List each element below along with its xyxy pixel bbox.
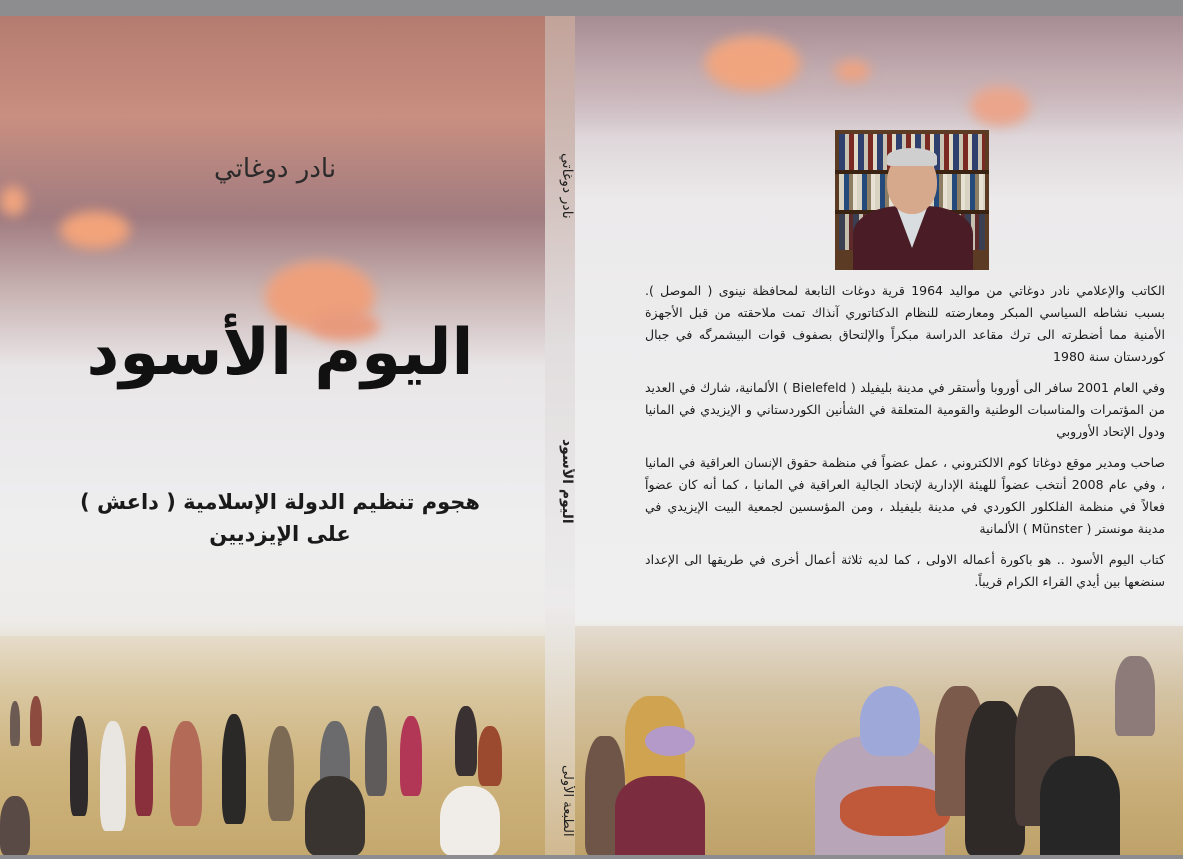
cloud — [0, 186, 26, 216]
person-figure — [645, 726, 695, 756]
person-figure — [440, 786, 500, 855]
person-figure — [10, 701, 20, 746]
person-figure — [400, 716, 422, 796]
person-figure — [305, 776, 365, 855]
crowd-photo — [0, 636, 545, 855]
cloud — [835, 60, 870, 82]
person-figure — [478, 726, 502, 786]
cloud — [60, 211, 130, 249]
person-figure — [860, 686, 920, 756]
book-title: اليوم الأسود — [86, 316, 474, 390]
person-figure — [1115, 656, 1155, 736]
person-figure — [365, 706, 387, 796]
person-figure — [455, 706, 477, 776]
person-figure — [100, 721, 126, 831]
person-figure — [222, 714, 246, 824]
bio-paragraph: صاحب ومدير موقع دوغاتا كوم الالكتروني ، عمل عضواً في منظمة حقوق الإنسان العراقية في المانيا ، وفي عام 2008 أنتخب عضواً للهيئة الإدارية لإتحاد الجالية العراقية في المانيا ، كما أنه كان عضواً فعالاً في منظمة الفلكلور الكوردي في مدينة بليفيلد ، ومن المؤسسين لجمعية البيت الإيزيدي في مدينة مونستر ( Münster ) الألمانية — [645, 455, 1165, 536]
subtitle-line-2: على الإيزديين — [209, 522, 351, 546]
bio-paragraph: كتاب اليوم الأسود .. هو باكورة أعماله الاولى ، كما لديه ثلاثة أعمال أخرى في طريقها الى الإعداد سنضعها بين أيدي القراء الكرام قريباً. — [645, 552, 1165, 589]
author-photo — [835, 130, 989, 270]
front-cover — [0, 16, 545, 855]
person-figure — [0, 796, 30, 855]
bio-paragraph: وفي العام 2001 سافر الى أوروبا وأستقر في مدينة بليفيلد ( Bielefeld ) الألمانية، شارك في العديد من المؤتمرات والمناسبات الوطنية والقومية المتعلقة في الشأنين الكوردستاني و الإيزيدي في المانيا ودول الإتحاد الأوروبي — [645, 380, 1165, 439]
person-figure — [1040, 756, 1120, 855]
cloud — [970, 86, 1030, 126]
spine-edition: الطبعة الأولى — [560, 765, 575, 837]
person-figure — [70, 716, 88, 816]
bio-paragraph: الكاتب والإعلامي نادر دوغاتي من مواليد 1964 قرية دوغات التابعة لمحافظة نينوى ( الموصل ). بسبب نشاطه السياسي المبكر ومعارضته للنظام الدكتاتوري آنذاك تمت ملاحقته من قبل الأجهزة الأمنية مما أضطرته الى ترك مقاعد الدراسة مبكراً والإلتحاق بصفوف قوات البيشمرگه في جبال كوردستان سنة 1980 — [645, 283, 1165, 364]
back-sky — [575, 16, 1183, 136]
person-figure — [170, 721, 202, 826]
book-spine — [545, 16, 575, 855]
person-figure — [840, 786, 950, 836]
spine-title: اليوم الأسود — [559, 438, 575, 524]
refugees-photo — [575, 626, 1183, 855]
back-cover — [575, 16, 1183, 855]
cloud — [705, 36, 800, 91]
person-figure — [615, 776, 705, 855]
spine-author: نادر دوغاتي — [559, 153, 575, 219]
author-biography — [645, 280, 1165, 602]
book-cover-spread — [0, 16, 1183, 855]
book-subtitle — [70, 486, 490, 550]
author-hair — [887, 148, 937, 166]
subtitle-line-1: هجوم تنظيم الدولة الإسلامية ( داعش ) — [80, 490, 480, 514]
person-figure — [268, 726, 294, 821]
person-figure — [135, 726, 153, 816]
person-figure — [30, 696, 42, 746]
author-name: نادر دوغاتي — [213, 154, 337, 184]
